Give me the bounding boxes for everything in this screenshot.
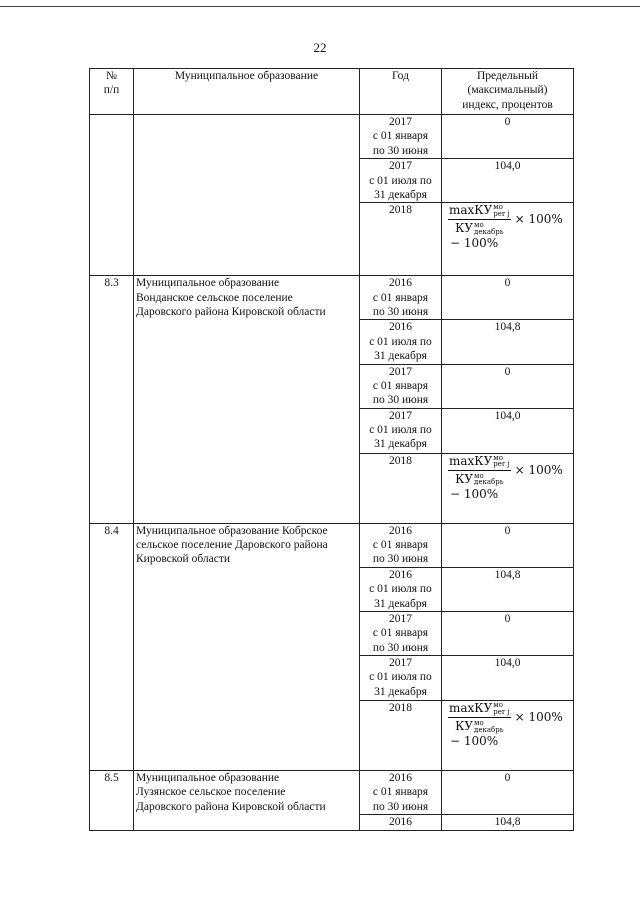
- header-year: Год: [360, 69, 442, 115]
- header-org: Муниципальное образование: [134, 69, 360, 115]
- year-cell: 2017 с 01 июля по 31 декабря: [360, 656, 442, 701]
- formula-minus: − 100%: [450, 734, 499, 748]
- entry-org: Муниципальное образование Кобрское сельское поселение Даровского района Кировской области: [134, 523, 360, 770]
- formula-numerator: maxКУ: [449, 701, 493, 715]
- formula-den-sub: декабрь: [474, 725, 504, 734]
- year-cell: 2016: [360, 815, 442, 830]
- value-cell: 104,0: [442, 408, 574, 453]
- formula-cell: [442, 701, 574, 771]
- entry-org: Муниципальное образование Вонданское сельское поселение Даровского района Кировской области: [134, 276, 360, 523]
- cont-org: [134, 115, 360, 276]
- entry-num: 8.4: [90, 523, 134, 770]
- year-cell: 2018: [360, 701, 442, 771]
- table-row: [90, 276, 574, 320]
- formula-fraction: [448, 701, 511, 734]
- year-cell: 2017 с 01 января по 30 июня: [360, 115, 442, 159]
- formula-den-sub: декабрь: [474, 478, 504, 487]
- formula-numerator: maxКУ: [449, 203, 493, 218]
- table-row: [90, 523, 574, 567]
- cont-num: [90, 115, 134, 276]
- formula-minus: − 100%: [450, 236, 499, 251]
- top-rule: [0, 6, 640, 7]
- entry-num: 8.3: [90, 276, 134, 523]
- index-formula: [448, 203, 563, 236]
- year-cell: 2017 с 01 июля по 31 декабря: [360, 408, 442, 453]
- header-row: [90, 69, 574, 115]
- value-cell: 104,8: [442, 320, 574, 364]
- year-cell: 2016 с 01 января по 30 июня: [360, 771, 442, 815]
- entry-org: Муниципальное образование Лузянское сельское поселение Даровского района Кировской области: [134, 771, 360, 831]
- value-cell: 104,8: [442, 815, 574, 830]
- formula-denominator: КУ: [455, 719, 474, 733]
- formula-times: × 100%: [514, 212, 563, 227]
- formula-den-sup: мо: [474, 221, 484, 230]
- formula-times: × 100%: [514, 462, 563, 477]
- header-num: № п/п: [90, 69, 134, 115]
- value-cell: 104,0: [442, 159, 574, 203]
- table-row: [90, 115, 574, 159]
- value-cell: 0: [442, 276, 574, 320]
- year-cell: 2016 с 01 июля по 31 декабря: [360, 567, 442, 611]
- entry-num: 8.5: [90, 771, 134, 831]
- formula-num-sup: мо: [493, 701, 503, 710]
- value-cell: 0: [442, 611, 574, 655]
- formula-denominator: КУ: [455, 221, 474, 236]
- formula-num-sub: per j: [493, 707, 510, 716]
- year-cell: 2016 с 01 января по 30 июня: [360, 523, 442, 567]
- header-index: Предельный (максимальный) индекс, процентов: [442, 69, 574, 115]
- formula-num-sub: per j: [493, 209, 510, 218]
- formula-fraction: [448, 454, 511, 487]
- year-cell: 2017 с 01 июля по 31 декабря: [360, 159, 442, 203]
- formula-numerator: maxКУ: [449, 453, 493, 468]
- year-cell: 2018: [360, 203, 442, 276]
- year-cell: 2016 с 01 июля по 31 декабря: [360, 320, 442, 364]
- value-cell: 0: [442, 523, 574, 567]
- year-cell: 2017 с 01 января по 30 июня: [360, 611, 442, 655]
- index-formula: [448, 701, 563, 734]
- formula-fraction: [448, 203, 511, 236]
- formula-num-sub: per j: [493, 460, 510, 469]
- value-cell: 104,8: [442, 567, 574, 611]
- value-cell: 0: [442, 771, 574, 815]
- formula-cell: [442, 203, 574, 276]
- value-cell: 104,0: [442, 656, 574, 701]
- index-table: [89, 68, 574, 831]
- formula-num-sup: мо: [493, 203, 503, 212]
- formula-den-sup: мо: [474, 719, 484, 728]
- formula-num-sup: мо: [493, 453, 503, 462]
- year-cell: 2017 с 01 января по 30 июня: [360, 364, 442, 408]
- formula-times: × 100%: [514, 710, 563, 724]
- index-formula: [448, 454, 563, 487]
- formula-den-sup: мо: [474, 471, 484, 480]
- formula-minus: − 100%: [450, 486, 499, 501]
- formula-cell: [442, 453, 574, 523]
- year-cell: 2016 с 01 января по 30 июня: [360, 276, 442, 320]
- formula-den-sub: декабрь: [474, 227, 504, 236]
- value-cell: 0: [442, 115, 574, 159]
- formula-denominator: КУ: [455, 471, 474, 486]
- page-number: 22: [313, 40, 327, 55]
- table-row: [90, 771, 574, 815]
- year-cell: 2018: [360, 453, 442, 523]
- value-cell: 0: [442, 364, 574, 408]
